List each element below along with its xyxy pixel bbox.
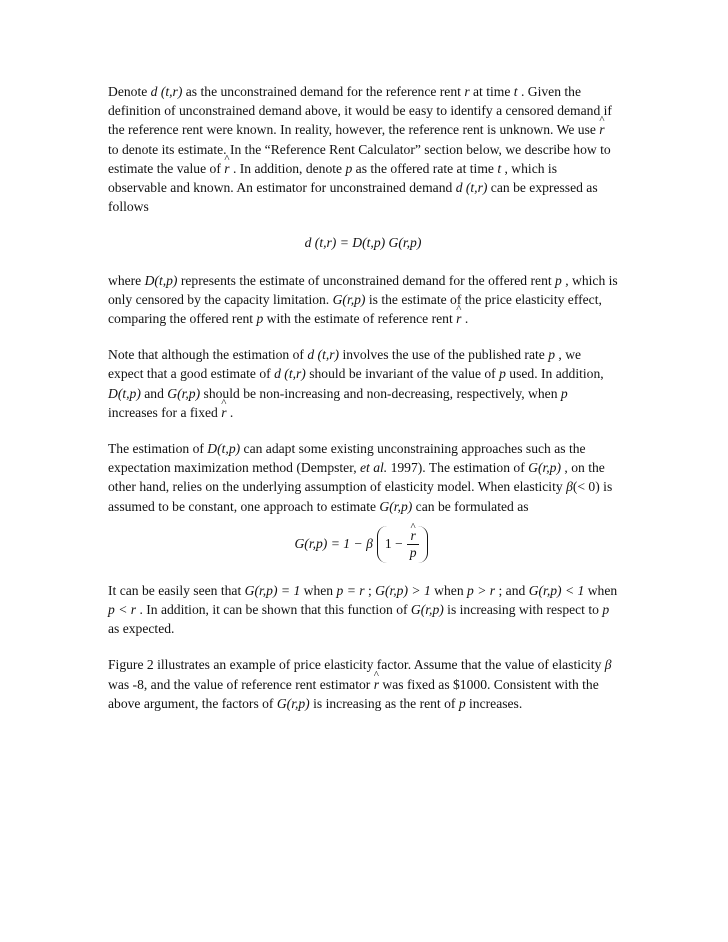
text: It can be easily seen that [108,582,245,598]
math-p: p [499,366,506,382]
math-G: G(r,p) [528,460,561,476]
text: , which is observable and known. An estimator for unconstrained demand [108,160,557,196]
text: can be expressed as follows [108,180,598,215]
text: increases. [465,695,523,711]
text: should be non-increasing and non-decreasing, respectively, when [200,385,561,401]
equation-fraction [407,528,420,561]
math-r-hat: r ^ [224,159,229,178]
text: . [226,404,234,420]
math-d-hat: d (t,r) [307,347,340,363]
paragraph-4 [108,439,618,516]
math-t: t [513,84,518,99]
text: . [461,311,469,327]
math-G: G(r,p) [410,602,444,618]
text: was -8, and the value of reference rent estimator [108,676,374,692]
text: 1997). The estimation of [387,460,529,476]
math-d-tr: d (t,r) [150,84,183,99]
math-p: p [256,311,264,327]
paragraph-2 [108,271,618,329]
equation-parenthesis [377,526,428,563]
paragraph-1 [108,82,618,216]
text: Denote [108,84,151,99]
text: as the unconstrained demand for the reference rent [182,84,465,99]
text: was fixed as $1000. Consistent with the above argument, the factors of [108,676,599,711]
math-p: p [458,695,466,711]
math-D-hat: D(t,p) [207,441,241,457]
math-G: G(r,p) [332,291,366,307]
text: as expected. [108,621,175,637]
math-r: r [464,84,470,99]
math-p: p [555,272,562,288]
math-expr: p < r [108,602,137,618]
text: when [584,582,618,598]
equation-2 [108,526,618,563]
text: increases for a fixed [108,404,222,420]
text: ; [364,582,376,598]
text: as the offered rate at time [352,160,498,176]
equation-lhs: G(r,p) = 1 − β [294,536,373,552]
math-t: t [497,160,502,176]
text: at time [469,84,514,99]
text: . Given the definition of unconstrained demand above, it would be easy to identify a censored demand if the reference rent were known. In reality, however, the reference rent is unknown. We use [108,84,612,138]
text: when [300,582,337,598]
text: is increasing with respect to [443,602,603,618]
text: ; and [495,582,529,598]
text: should be invariant of the value of [305,366,500,382]
math-p: p [548,347,556,363]
equation-1 [108,233,618,252]
math-r-hat: r ^ [221,403,226,422]
fraction-numerator: r ^ [407,528,418,545]
equation-text: d (t,r) = D(t,p) G(r,p) [304,235,422,251]
text: used. In addition, [505,366,604,382]
math-p: p [560,385,568,401]
math-p: p [345,160,353,176]
math-r-hat: r ^ [374,675,379,694]
math-G: G(r,p) [379,498,413,514]
fraction-denominator: p [409,544,417,560]
math-G: G(r,p) [276,695,310,711]
paragraph-6 [108,655,618,713]
text: is increasing as the rent of [309,695,459,711]
math-expr: p = r [336,582,365,598]
text: involves the use of the published rate [339,347,549,363]
text: Note that although the estimation of [108,347,308,363]
math-D-hat: D(t,p) [144,272,178,288]
text: and [140,385,168,401]
math-expr: G(r,p) = 1 [244,582,301,598]
text: with the estimate of reference rent [263,311,457,327]
text: , which is only censored by the capacity limitation. [108,272,618,307]
text: can be formulated as [412,498,529,514]
document-body [108,82,618,730]
math-r-hat: r ^ [599,120,604,139]
equation-one-minus: 1 − [384,536,403,552]
math-d-hat: d (t,r) [274,366,306,382]
text: can adapt some existing unconstraining approaches such as the expectation maximization method (Dempster, [108,441,586,476]
text: , we expect that a good estimate of [108,347,582,382]
text: . In addition, denote [229,160,346,176]
math-condition: (< 0) [572,479,600,495]
math-beta: β [566,479,573,495]
citation-etal: et al. [360,460,388,476]
text: , on the other hand, relies on the underlying assumption of elasticity model. When elasticity [108,460,605,495]
paragraph-3 [108,345,618,422]
math-expr: p > r [467,582,496,598]
text: is the estimate of the price elasticity effect, comparing the offered rent [108,291,602,327]
text: The estimation of [108,441,208,457]
text: to denote its estimate. In the “Reference Rent Calculator” section below, we describe how to estimate the value of [108,141,611,176]
text: when [430,582,468,598]
text: . In addition, it can be shown that this function of [136,602,411,618]
paragraph-5 [108,581,618,639]
text: represents the estimate of unconstrained demand for the offered rent [177,272,556,288]
text: is assumed to be constant, one approach to estimate [108,479,613,514]
math-r-hat: r ^ [456,309,461,328]
math-expr: G(r,p) > 1 [375,582,431,598]
math-expr: G(r,p) < 1 [528,582,585,598]
math-D-hat: D(t,p) [108,385,141,401]
text: Figure 2 illustrates an example of price elasticity factor. Assume that the value of elasticity [108,657,605,673]
text: where [108,272,145,288]
math-beta: β [604,657,612,673]
math-d-tr: d (t,r) [455,180,488,196]
math-p: p [602,602,610,618]
math-G: G(r,p) [167,385,201,401]
